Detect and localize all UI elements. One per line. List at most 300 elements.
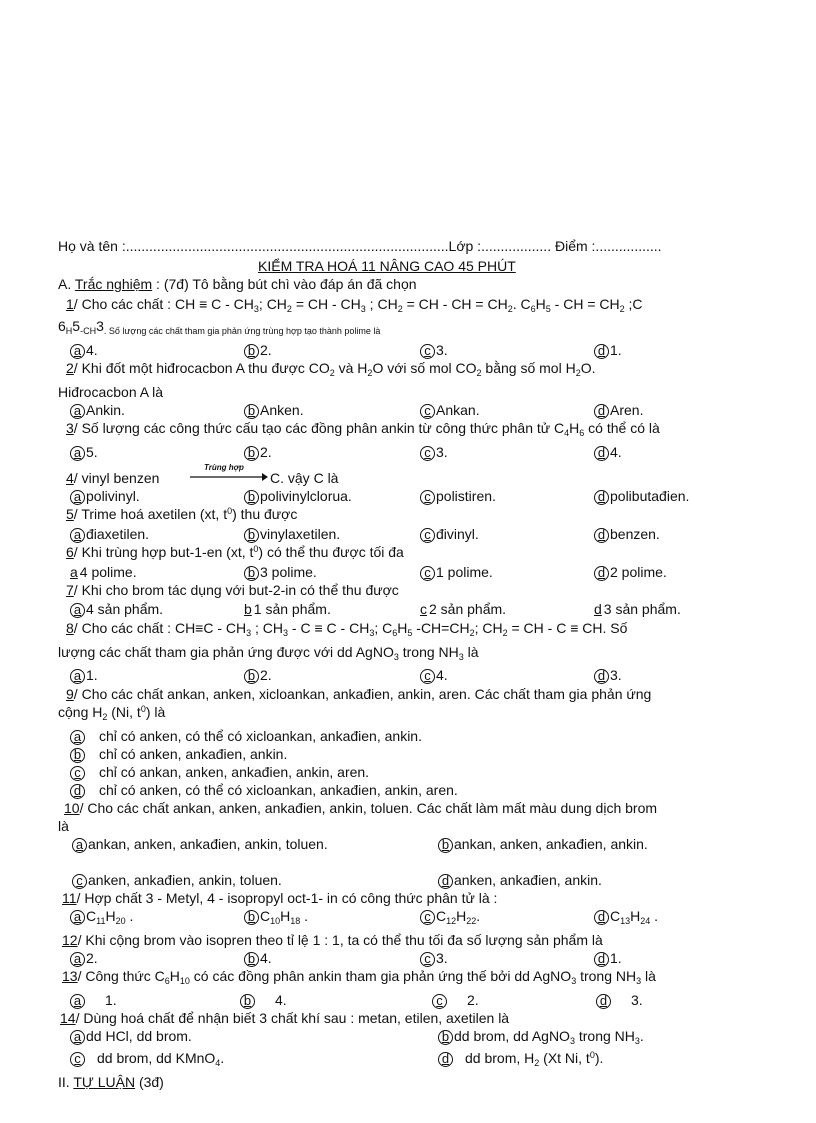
question-text-part: là [641, 968, 656, 984]
option-text: chỉ có ankan, anken, ankađien, ankin, aren. [99, 764, 370, 780]
section-a-instruction: : (7đ) Tô bằng bút chì vào đáp án đã chọn [152, 276, 417, 292]
option-letter: a [70, 952, 85, 967]
option-letter: a [70, 344, 85, 359]
question-12 [62, 932, 603, 949]
option-text: Ankan. [436, 402, 480, 418]
option-letter: c [420, 601, 427, 617]
option-text-part: dd brom, dd AgNO [454, 1028, 570, 1044]
question-number: 9 [66, 686, 74, 702]
option-b[interactable] [70, 746, 287, 763]
option-text: ankan, anken, ankađien, ankin. [454, 836, 648, 852]
option-text-part: 12 [446, 916, 457, 926]
option-c[interactable] [70, 764, 369, 781]
question-text-part: 2 [502, 628, 508, 638]
question-text-part: 0 [227, 506, 233, 516]
option-c[interactable] [420, 564, 493, 581]
option-text: 1. [86, 667, 98, 683]
option-c[interactable] [70, 1050, 224, 1067]
question-13 [62, 968, 656, 985]
option-d[interactable] [594, 667, 622, 684]
question-text-part: Khi đốt một hiđrocacbon A thu được CO [81, 360, 330, 376]
section-a-line [58, 276, 417, 293]
option-letter: d [594, 601, 602, 617]
question-text-part: O với số mol CO [372, 360, 477, 376]
option-b[interactable] [244, 908, 308, 925]
question-text-part: Khi trùng hợp but-1-en (xt, t [81, 544, 254, 560]
question-text: Hợp chất 3 - Metyl, 4 - isopropyl oct-1- in có công thức phân tử là : [84, 890, 498, 906]
question-9 [66, 686, 651, 703]
option-text: 2 polime. [610, 564, 667, 580]
question-text-part: 6 [579, 428, 585, 438]
question-text-part: - CH = CH [550, 296, 620, 312]
option-text: polibutađien. [610, 488, 690, 504]
option-text-part: 4 [215, 1058, 221, 1068]
question-text-part: 2 [397, 304, 403, 314]
question-text-part: bằng số mol H [481, 360, 576, 376]
option-letter: b [438, 838, 453, 853]
question-2-cont [58, 384, 163, 401]
question-text-part: = CH - CH = CH [402, 296, 508, 312]
option-b[interactable] [438, 836, 648, 853]
question-text-part: Trime hoá axetilen (xt, t [81, 506, 228, 522]
section-b-points: (3đ) [135, 1074, 164, 1090]
question-text-part: 2 [575, 368, 581, 378]
exam-title: KIỂM TRA HOÁ 11 NÂNG CAO 45 PHÚT [258, 258, 516, 274]
question-text-part: 2 [329, 368, 335, 378]
option-letter: d [594, 404, 609, 419]
question-text-part: 2 [507, 304, 513, 314]
option-b[interactable] [240, 992, 287, 1009]
option-letter: c [420, 952, 435, 967]
option-text-part: 3 [569, 1036, 575, 1046]
question-number: 5 [66, 506, 74, 522]
option-d[interactable] [70, 782, 458, 799]
option-text: polistiren. [436, 488, 496, 504]
question-text-part: H [535, 296, 546, 312]
slash: / [73, 620, 82, 636]
option-a[interactable] [70, 526, 149, 543]
question-number: 2 [66, 360, 74, 376]
slash: / [76, 890, 85, 906]
option-a[interactable] [70, 488, 140, 505]
question-text-part: trong NH [576, 968, 637, 984]
option-a[interactable] [72, 836, 328, 853]
slash: / [73, 360, 82, 376]
option-d[interactable] [594, 444, 622, 461]
question-text-part: 5 [407, 628, 413, 638]
slash: / [75, 1010, 84, 1026]
question-text: Cho các chất ankan, anken, xicloankan, ankađien, ankin, aren. Các chất tham gia phản ứng [81, 686, 652, 702]
question-1-cont [58, 318, 380, 335]
question-text-part: Số lượng các công thức cấu tạo các đồng phân ankin từ công thức phân tử C [81, 420, 565, 436]
option-text: 1 polime. [436, 564, 493, 580]
option-text: 2. [260, 667, 272, 683]
option-letter: d [594, 446, 609, 461]
option-text-part: H [630, 908, 641, 924]
option-letter: b [244, 566, 259, 581]
option-b[interactable] [244, 342, 272, 359]
option-a[interactable] [70, 342, 98, 359]
question-text-part: 5 [545, 304, 551, 314]
option-letter: a [70, 490, 85, 505]
question-text-part: ) là [145, 704, 166, 720]
question-text: Khi cộng brom vào isopren theo tỉ lệ 1 : 1, ta có thể thu tối đa số lượng sản phẩm là [85, 932, 603, 948]
option-text-part: . [639, 1028, 644, 1044]
option-letter: a [70, 1030, 85, 1045]
option-b[interactable] [244, 488, 352, 505]
option-text: 2. [260, 342, 272, 358]
question-number: 7 [66, 582, 74, 598]
question-text: Hiđrocacbon A là [58, 384, 164, 400]
question-text-part: ; CH [251, 620, 284, 636]
option-text: Anken. [260, 402, 304, 418]
option-letter: a [70, 669, 85, 684]
question-text-part: = CH - CH [291, 296, 361, 312]
option-text: 3. [436, 950, 448, 966]
slash: / [77, 932, 86, 948]
option-letter: b [244, 669, 259, 684]
option-text: vinylaxetilen. [260, 526, 341, 542]
option-a[interactable] [70, 992, 117, 1009]
option-letter: d [594, 910, 609, 925]
question-text-part: C [632, 296, 643, 312]
option-letter: b [244, 910, 259, 925]
question-text-part: 3 [458, 652, 464, 662]
option-letter: b [244, 528, 259, 543]
option-b[interactable] [244, 402, 304, 419]
question-text-part: H [65, 326, 73, 336]
option-d[interactable] [594, 488, 689, 505]
option-d[interactable] [594, 402, 643, 419]
option-text: polivinyl. [86, 488, 140, 504]
option-c[interactable] [420, 488, 496, 505]
section-b-line [58, 1074, 164, 1091]
question-text-part: O. [580, 360, 596, 376]
option-letter: c [70, 766, 85, 781]
option-text: đivinyl. [436, 526, 479, 542]
option-a[interactable] [70, 908, 133, 925]
question-number: 13 [62, 968, 78, 984]
slash: / [73, 544, 82, 560]
option-c[interactable] [420, 908, 480, 925]
question-text-part: 3 [246, 628, 252, 638]
option-text-part: 10 [270, 916, 281, 926]
section-b-label: TỰ LUẬN [73, 1074, 136, 1090]
option-letter: c [70, 1052, 85, 1067]
option-text: 2. [260, 444, 272, 460]
option-letter: c [420, 344, 435, 359]
option-letter: a [70, 446, 85, 461]
option-letter: c [420, 528, 435, 543]
question-text-part: có các đồng phân ankin tham gia phản ứng thế bởi dd AgNO [189, 968, 572, 984]
option-letter: d [594, 490, 609, 505]
option-letter: c [420, 669, 435, 684]
option-a[interactable] [70, 601, 163, 618]
question-5 [66, 506, 297, 523]
option-letter: d [594, 528, 609, 543]
question-text-part: 2 [469, 628, 475, 638]
question-number: 14 [60, 1010, 76, 1026]
question-text-part: - C ≡ C - CH [288, 620, 370, 636]
slash: / [73, 420, 82, 436]
question-text: Khi cho brom tác dụng với but-2-in có thể thu được [81, 582, 399, 598]
question-text-part: 3 [360, 304, 366, 314]
option-text: 5. [86, 444, 98, 460]
slash: / [73, 686, 82, 702]
question-text-part: . C [512, 296, 531, 312]
option-text-part: . [220, 1050, 225, 1066]
question-text-part: 6 [58, 318, 66, 334]
option-letter: d [70, 784, 85, 799]
option-d[interactable] [596, 992, 643, 1009]
option-text: anken, ankađien, ankin. [454, 872, 602, 888]
option-letter: b [244, 490, 259, 505]
option-letter: c [420, 404, 435, 419]
option-letter: c [420, 446, 435, 461]
option-d[interactable] [594, 526, 660, 543]
question-text-part: ) thu được [232, 506, 298, 522]
question-text-part: ) có thể thu được tối đa [258, 544, 404, 560]
question-text-part: 2 [476, 368, 482, 378]
question-number: 1 [66, 296, 74, 312]
question-number: 4 [66, 470, 74, 486]
question-text-part: 2 [367, 368, 373, 378]
question-number: 6 [66, 544, 74, 560]
question-8 [66, 620, 627, 637]
question-text-part: 3 [96, 318, 104, 334]
option-c[interactable] [72, 872, 282, 889]
option-d[interactable] [594, 950, 622, 967]
option-a[interactable] [70, 1028, 192, 1045]
option-text: Ankin. [86, 402, 125, 418]
question-text-part: 6 [392, 628, 398, 638]
question-11 [62, 890, 497, 907]
option-d[interactable] [594, 601, 681, 618]
option-letter: b [244, 344, 259, 359]
option-text-part: ). [594, 1050, 604, 1066]
option-text: chỉ có anken, ankađien, ankin. [99, 746, 288, 762]
slash: / [73, 296, 82, 312]
option-d[interactable] [594, 564, 667, 581]
option-text: chỉ có anken, có thể có xicloankan, ankađien, ankin, aren. [99, 782, 458, 798]
option-text: 4. [436, 667, 448, 683]
question-text-part: ; CH [258, 296, 287, 312]
question-text-part: ; CH [365, 296, 398, 312]
option-text: polivinylclorua. [260, 488, 352, 504]
option-text-part: trong NH [574, 1028, 635, 1044]
option-text-part: C [260, 908, 271, 924]
question-text-part: 2 [286, 304, 292, 314]
reaction-arrow [188, 463, 268, 485]
option-text-part: C [610, 908, 621, 924]
option-text-part: 18 [290, 916, 301, 926]
option-text-part: 2 [534, 1058, 540, 1068]
option-text: anken, ankađien, ankin, toluen. [88, 872, 282, 888]
option-c[interactable] [432, 992, 479, 1009]
option-text: 3. [631, 992, 643, 1008]
section-b-prefix: II. [58, 1074, 74, 1090]
option-d[interactable] [438, 872, 602, 889]
option-a[interactable] [70, 728, 422, 745]
slash: / [73, 506, 82, 522]
option-text-part: 0 [589, 1050, 595, 1060]
option-text: 4. [86, 342, 98, 358]
question-text-part: lượng các chất tham gia phản ứng được với dd AgNO [58, 644, 394, 660]
question-10 [64, 800, 657, 817]
question-4-product [270, 470, 338, 487]
option-c[interactable] [420, 667, 448, 684]
question-text-part: . Số lượng các chất tham gia phản ứng trùng hợp tạo thành polime là [103, 326, 381, 336]
question-9-cont [58, 704, 165, 721]
question-text-part: và H [334, 360, 368, 376]
question-text-part: 2 [619, 304, 625, 314]
question-text: Cho các chất ankan, anken, ankađien, ankin, toluen. Các chất làm mất màu dung dịch brom [87, 800, 658, 816]
option-text: 4. [610, 444, 622, 460]
option-text-part: 20 [115, 916, 126, 926]
question-10-cont [58, 818, 69, 835]
question-text-part: 3 [283, 628, 289, 638]
option-text-part: H [280, 908, 291, 924]
option-c[interactable] [420, 342, 448, 359]
question-text: Dùng hoá chất để nhận biết 3 chất khí sau : metan, etilen, axetilen là [83, 1010, 510, 1026]
option-a[interactable] [70, 667, 98, 684]
option-text-part: dd brom, dd KMnO [97, 1050, 216, 1066]
option-letter: b [244, 404, 259, 419]
option-text-part: 11 [96, 916, 106, 926]
option-text: Aren. [610, 402, 644, 418]
option-text: 3. [610, 667, 622, 683]
option-text: điaxetilen. [86, 526, 150, 542]
option-b[interactable] [244, 526, 340, 543]
option-text-part: H [456, 908, 467, 924]
option-letter: c [420, 490, 435, 505]
question-text-part: 10 [179, 976, 190, 986]
option-text: 3. [436, 342, 448, 358]
option-letter: a [70, 910, 85, 925]
student-info: Họ và tên :...................................................................................Lớp :.................. Điểm :................. [58, 238, 662, 254]
question-3 [66, 420, 660, 437]
question-text-part: -CH=CH [412, 620, 470, 636]
option-d[interactable] [438, 1050, 603, 1067]
option-letter: d [438, 874, 453, 889]
option-text-part: . [300, 908, 309, 924]
option-letter: a [70, 528, 85, 543]
option-b[interactable] [244, 444, 272, 461]
option-letter: d [438, 1052, 453, 1067]
question-text-part: 3 [369, 628, 375, 638]
option-c[interactable] [420, 444, 448, 461]
option-text: 1. [610, 950, 622, 966]
question-text-part: 0 [140, 704, 146, 714]
slash: / [73, 582, 82, 598]
question-number: 11 [62, 890, 77, 906]
option-a[interactable] [70, 402, 125, 419]
option-letter: d [594, 669, 609, 684]
option-text: 1 sản phẩm. [253, 601, 331, 617]
section-a-prefix: A. [58, 276, 75, 292]
question-number: 10 [64, 800, 80, 816]
option-text-part: 24 [640, 916, 651, 926]
option-text: 4. [260, 950, 272, 966]
option-letter: a [70, 994, 85, 1009]
question-7 [66, 582, 399, 599]
option-text-part: 3 [634, 1036, 640, 1046]
option-text: 4. [275, 992, 287, 1008]
question-text-part: 6 [530, 304, 536, 314]
question-6 [66, 544, 404, 561]
option-b[interactable] [244, 667, 272, 684]
question-text-part: ; CH [474, 620, 503, 636]
option-letter: d [594, 344, 609, 359]
option-text: 1. [105, 992, 117, 1008]
question-number: 8 [66, 620, 74, 636]
option-a[interactable] [70, 950, 98, 967]
option-c[interactable] [420, 402, 480, 419]
question-text-part: = CH - C ≡ CH. Số [507, 620, 628, 636]
question-text-part: 0 [253, 544, 259, 554]
option-b[interactable] [244, 601, 331, 618]
question-text-part: có thể có là [584, 420, 660, 436]
option-letter: d [594, 566, 609, 581]
option-b[interactable] [244, 564, 317, 581]
option-text: ankan, anken, ankađien, ankin, toluen. [88, 836, 328, 852]
option-letter: c [432, 994, 447, 1009]
option-letter: c [72, 874, 87, 889]
question-text-part: -CH [80, 326, 97, 336]
slash: / [77, 968, 86, 984]
option-c[interactable] [420, 526, 479, 543]
option-text: 3 sản phẩm. [603, 601, 681, 617]
option-b[interactable] [438, 1028, 644, 1045]
option-text: 2 sản phẩm. [429, 601, 507, 617]
option-letter: c [420, 910, 435, 925]
question-text-part: Cho các chất : CH≡C - CH [81, 620, 247, 636]
option-text: 3. [436, 444, 448, 460]
question-text-part: là [463, 644, 479, 660]
option-letter: a [70, 730, 85, 745]
option-letter: d [594, 952, 609, 967]
option-c[interactable] [420, 950, 448, 967]
exam-title-line [258, 258, 516, 275]
question-text-part: Công thức C [85, 968, 165, 984]
question-4 [66, 470, 159, 487]
option-d[interactable] [594, 908, 658, 925]
option-letter: b [70, 748, 85, 763]
option-text-part: (Xt Ni, t [539, 1050, 590, 1066]
option-a[interactable] [70, 444, 98, 461]
question-text-part: ; [624, 296, 633, 312]
option-text-part: H [105, 908, 116, 924]
question-text-part: trong NH [398, 644, 459, 660]
option-text-part: 22 [466, 916, 477, 926]
option-b[interactable] [244, 950, 272, 967]
option-letter: a [72, 838, 87, 853]
option-text-part: C [436, 908, 447, 924]
option-d[interactable] [594, 342, 622, 359]
question-text-part: 2 [102, 712, 108, 722]
option-c[interactable] [420, 601, 506, 618]
student-info-line [58, 238, 662, 255]
question-8-cont [58, 644, 479, 661]
question-text-part: H [169, 968, 180, 984]
option-letter: c [420, 566, 435, 581]
arrow-label: Trùng hợp [204, 463, 244, 472]
question-text: vinyl benzen [81, 470, 160, 486]
section-a-label: Trắc nghiệm [74, 276, 153, 292]
question-text-part: (Ni, t [107, 704, 141, 720]
option-text: 3 polime. [260, 564, 317, 580]
option-a[interactable] [70, 564, 137, 581]
